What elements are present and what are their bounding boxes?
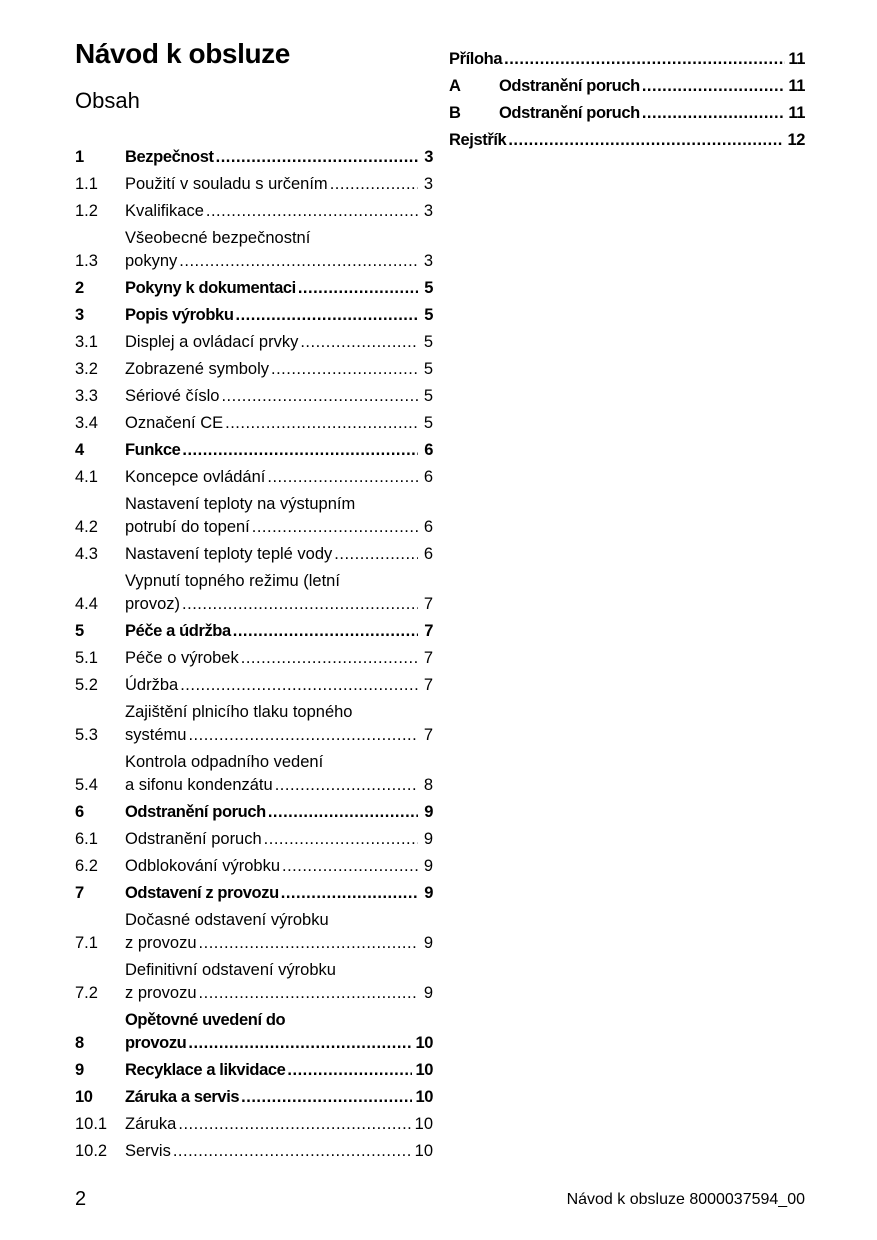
toc-entry-number: 4	[75, 441, 84, 459]
toc-dot-leader	[252, 516, 418, 539]
toc-dot-leader	[330, 173, 418, 196]
toc-entry-page: 5	[423, 414, 433, 432]
toc-entry-number: 4.3	[75, 545, 98, 563]
toc-entry-title: systému	[125, 726, 187, 744]
toc-entry-number: 5.1	[75, 649, 98, 667]
toc-entry[interactable]	[449, 125, 805, 152]
toc-entry-number: 10.1	[75, 1115, 108, 1133]
toc-entry[interactable]	[75, 223, 433, 273]
toc-entry-page: 10	[414, 1115, 433, 1133]
toc-entry[interactable]	[75, 797, 433, 824]
toc-entry-title: z provozu	[125, 984, 197, 1002]
toc-dot-leader	[241, 1086, 412, 1109]
toc-entry-title: Označení CE	[125, 414, 224, 432]
toc-entry-number: 6.1	[75, 830, 98, 848]
toc-entry[interactable]	[75, 1005, 433, 1055]
toc-entry-page: 6	[423, 518, 433, 536]
toc-entry[interactable]	[75, 381, 433, 408]
toc-entry-page: 7	[423, 676, 433, 694]
toc-entry[interactable]	[75, 878, 433, 905]
toc-entry-number: 1	[75, 148, 84, 166]
toc-entry-title: Péče o výrobek	[125, 649, 239, 667]
toc-entry[interactable]	[75, 1082, 433, 1109]
toc-dot-leader	[271, 358, 418, 381]
toc-entry-page: 3	[423, 252, 433, 270]
toc-dot-leader	[188, 1032, 412, 1055]
toc-dot-leader	[225, 412, 418, 435]
toc-entry-number: 2	[75, 279, 84, 297]
toc-dot-leader	[206, 200, 418, 223]
toc-entry[interactable]	[75, 462, 433, 489]
toc-entry-page: 11	[788, 50, 805, 68]
toc-dot-leader	[504, 48, 785, 71]
toc-dot-leader	[267, 466, 418, 489]
toc-entry-page: 5	[424, 306, 433, 324]
toc-dot-leader	[508, 129, 784, 152]
toc-entry-title: Odstranění poruch	[125, 830, 262, 848]
toc-entry-page: 7	[423, 726, 433, 744]
toc-dot-leader	[199, 982, 418, 1005]
toc-entry[interactable]	[75, 1109, 433, 1136]
toc-dot-leader	[233, 620, 418, 643]
toc-entry-title: Odstranění poruch	[499, 104, 640, 122]
toc-entry[interactable]	[75, 747, 433, 797]
toc-entry-number: 8	[75, 1034, 84, 1052]
toc-entry-page: 10	[415, 1061, 433, 1079]
toc-entry-title: Sériové číslo	[125, 387, 220, 405]
toc-entry-page: 9	[423, 934, 433, 952]
toc-entry-title-line: Definitivní odstavení výrobku	[125, 961, 336, 979]
toc-entry-title: Popis výrobku	[125, 306, 234, 324]
toc-entry[interactable]	[75, 489, 433, 539]
toc-entry-title: Rejstřík	[449, 131, 507, 149]
toc-entry-page: 9	[424, 803, 433, 821]
toc-entry-page: 8	[423, 776, 433, 794]
toc-entry-title: Nastavení teploty teplé vody	[125, 545, 333, 563]
toc-entry-title-line: Dočasné odstavení výrobku	[125, 911, 329, 929]
toc-entry-title: Funkce	[125, 441, 181, 459]
toc-entry[interactable]	[75, 169, 433, 196]
toc-entry-page: 11	[788, 104, 805, 122]
toc-left-column	[75, 142, 433, 1163]
toc-entry[interactable]	[449, 71, 805, 98]
toc-entry[interactable]	[75, 905, 433, 955]
toc-entry-title: Servis	[125, 1142, 171, 1160]
toc-entry-title: Péče a údržba	[125, 622, 231, 640]
toc-entry-title: Údržba	[125, 676, 179, 694]
toc-dot-leader	[221, 385, 418, 408]
toc-entry[interactable]	[75, 697, 433, 747]
toc-entry-page: 5	[423, 360, 433, 378]
toc-entry-title: provozu	[125, 1034, 187, 1052]
toc-entry-title: Kvalifikace	[125, 202, 204, 220]
toc-entry-page: 7	[423, 649, 433, 667]
toc-entry-page: 6	[423, 468, 433, 486]
toc-entry-title: Zobrazené symboly	[125, 360, 269, 378]
toc-entry-page: 3	[423, 175, 433, 193]
toc-right-column	[449, 44, 805, 152]
toc-entry-title: a sifonu kondenzátu	[125, 776, 273, 794]
toc-entry-number: 9	[75, 1061, 84, 1079]
toc-entry[interactable]	[75, 142, 433, 169]
toc-entry-title: Displej a ovládací prvky	[125, 333, 299, 351]
toc-entry[interactable]	[75, 566, 433, 616]
toc-entry[interactable]	[75, 670, 433, 697]
toc-entry-title-line: Opětovné uvedení do	[125, 1011, 286, 1029]
toc-entry-title: Záruka a servis	[125, 1088, 240, 1106]
toc-entry-page: 3	[423, 202, 433, 220]
toc-entry-number: 1.2	[75, 202, 98, 220]
toc-entry-page: 5	[423, 333, 433, 351]
toc-dot-leader	[179, 250, 418, 273]
section-title: Obsah	[75, 88, 140, 113]
toc-entry[interactable]	[75, 300, 433, 327]
toc-entry-title: Odblokování výrobku	[125, 857, 281, 875]
toc-dot-leader	[287, 1059, 412, 1082]
toc-entry[interactable]	[75, 539, 433, 566]
toc-entry[interactable]	[75, 851, 433, 878]
toc-dot-leader	[334, 543, 418, 566]
toc-entry-number: 4.1	[75, 468, 98, 486]
toc-dot-leader	[275, 774, 418, 797]
toc-entry-number: 10	[75, 1088, 93, 1106]
toc-entry-number: 7	[75, 884, 84, 902]
toc-dot-leader	[298, 277, 418, 300]
toc-entry[interactable]	[75, 616, 433, 643]
toc-entry-title: provoz)	[125, 595, 181, 613]
toc-entry-title: potrubí do topení	[125, 518, 250, 536]
toc-entry-page: 5	[423, 387, 433, 405]
toc-dot-leader	[188, 724, 418, 747]
toc-entry-number: 4.2	[75, 518, 98, 536]
toc-entry[interactable]	[449, 98, 805, 125]
toc-entry-page: 10	[415, 1034, 433, 1052]
toc-entry-number: 3.1	[75, 333, 98, 351]
toc-dot-leader	[281, 882, 418, 905]
toc-dot-leader	[180, 674, 418, 697]
toc-entry-page: 9	[423, 830, 433, 848]
toc-entry-number: 6	[75, 803, 84, 821]
toc-dot-leader	[300, 331, 418, 354]
toc-entry-title: Koncepce ovládání	[125, 468, 266, 486]
toc-entry-page: 12	[787, 131, 805, 149]
toc-entry[interactable]	[75, 1136, 433, 1163]
toc-dot-leader	[199, 932, 418, 955]
toc-entry-title: Záruka	[125, 1115, 177, 1133]
toc-entry[interactable]	[75, 955, 433, 1005]
toc-entry-title: Odstranění poruch	[125, 803, 266, 821]
toc-entry-page: 9	[423, 984, 433, 1002]
toc-entry-title-line: Kontrola odpadního vedení	[125, 753, 324, 771]
toc-entry[interactable]	[75, 327, 433, 354]
toc-entry[interactable]	[75, 1055, 433, 1082]
toc-dot-leader	[182, 439, 418, 462]
toc-entry-title: Použití v souladu s určením	[125, 175, 328, 193]
footer-page-number: 2	[75, 1188, 87, 1210]
toc-entry-page: 9	[424, 884, 433, 902]
toc-entry-number: 3.3	[75, 387, 98, 405]
toc-entry-page: 10	[415, 1088, 433, 1106]
toc-entry-page: 6	[424, 441, 433, 459]
toc-entry-number: 7.1	[75, 934, 98, 952]
toc-entry-page: 5	[424, 279, 433, 297]
toc-entry-page: 7	[423, 595, 433, 613]
toc-dot-leader	[173, 1140, 412, 1163]
toc-entry-number: 7.2	[75, 984, 98, 1002]
toc-entry-title: Příloha	[449, 50, 503, 68]
toc-entry-title: z provozu	[125, 934, 197, 952]
toc-entry-page: 11	[788, 77, 805, 95]
toc-entry-number: A	[449, 77, 461, 95]
toc-entry-page: 9	[423, 857, 433, 875]
toc-dot-leader	[642, 75, 786, 98]
toc-entry-number: 4.4	[75, 595, 98, 613]
toc-entry-title: Pokyny k dokumentaci	[125, 279, 296, 297]
toc-entry-number: 5.3	[75, 726, 98, 744]
toc-entry-title-line: Vypnutí topného režimu (letní	[125, 572, 340, 590]
toc-entry-number: 3	[75, 306, 84, 324]
toc-entry-page: 7	[424, 622, 433, 640]
toc-entry-number: 10.2	[75, 1142, 108, 1160]
toc-entry-number: 5.2	[75, 676, 98, 694]
toc-dot-leader	[282, 855, 418, 878]
toc-entry[interactable]	[75, 273, 433, 300]
toc-entry-number: 5	[75, 622, 84, 640]
toc-entry-number: 1.3	[75, 252, 98, 270]
toc-dot-leader	[264, 828, 418, 851]
toc-dot-leader	[236, 304, 419, 327]
toc-entry[interactable]	[449, 44, 805, 71]
toc-entry[interactable]	[75, 354, 433, 381]
toc-entry-page: 3	[424, 148, 433, 166]
toc-dot-leader	[642, 102, 786, 125]
toc-entry-title: Odstavení z provozu	[125, 884, 279, 902]
toc-entry-title: Odstranění poruch	[499, 77, 640, 95]
toc-entry-title-line: Nastavení teploty na výstupním	[125, 495, 356, 513]
toc-entry-title: pokyny	[125, 252, 178, 270]
toc-entry[interactable]	[75, 643, 433, 670]
toc-entry[interactable]	[75, 824, 433, 851]
toc-entry-page: 6	[423, 545, 433, 563]
toc-entry-number: 6.2	[75, 857, 98, 875]
toc-entry[interactable]	[75, 196, 433, 223]
toc-entry-title: Recyklace a likvidace	[125, 1061, 286, 1079]
toc-entry-page: 10	[414, 1142, 433, 1160]
toc-entry-title: Bezpečnost	[125, 148, 214, 166]
toc-dot-leader	[241, 647, 418, 670]
toc-entry-number: B	[449, 104, 461, 122]
toc-entry-number: 3.4	[75, 414, 98, 432]
footer-document-reference: Návod k obsluze 8000037594_00	[566, 1191, 805, 1208]
toc-entry-title-line: Zajištění plnicího tlaku topného	[125, 703, 353, 721]
toc-entry-number: 5.4	[75, 776, 98, 794]
toc-entry[interactable]	[75, 435, 433, 462]
toc-dot-leader	[216, 146, 418, 169]
toc-entry[interactable]	[75, 408, 433, 435]
toc-dot-leader	[182, 593, 418, 616]
toc-dot-leader	[268, 801, 418, 824]
toc-entry-number: 3.2	[75, 360, 98, 378]
page-title: Návod k obsluze	[75, 38, 290, 69]
toc-entry-title-line: Všeobecné bezpečnostní	[125, 229, 311, 247]
toc-dot-leader	[178, 1113, 411, 1136]
toc-entry-number: 1.1	[75, 175, 98, 193]
